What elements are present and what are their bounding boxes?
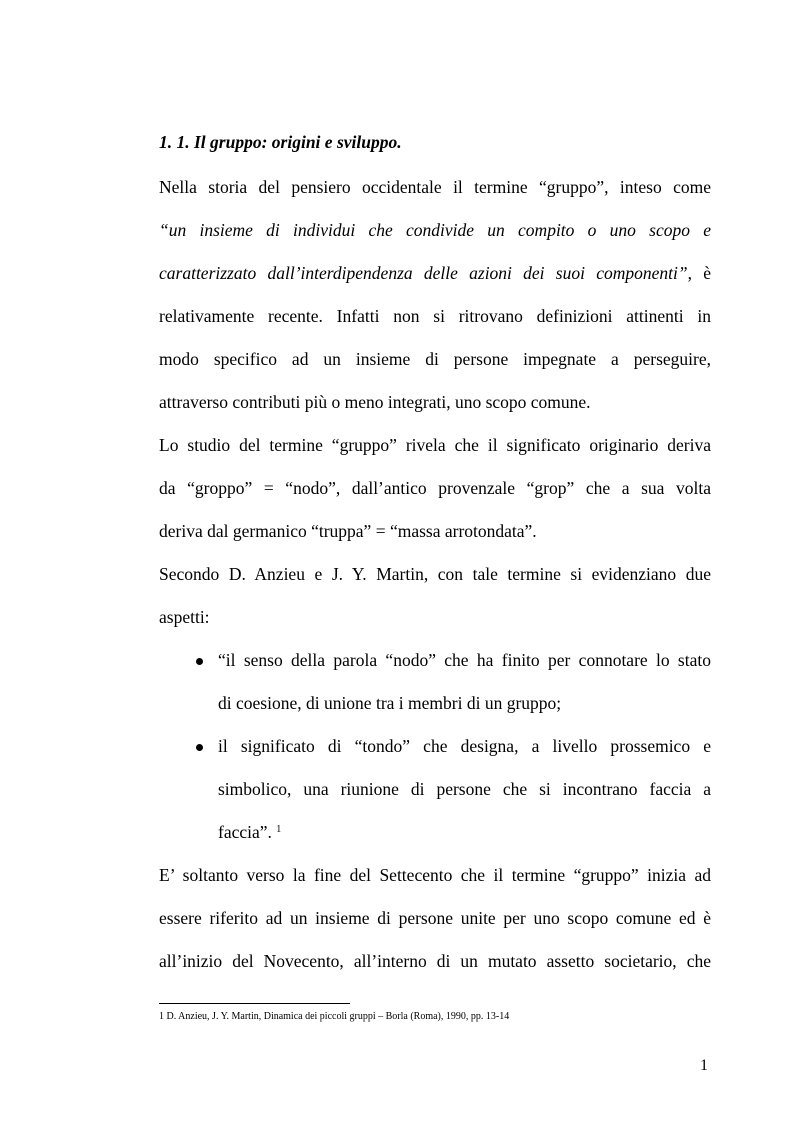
bullet-text: faccia”. [218, 822, 272, 842]
quoted-definition: caratterizzato dall’interdipendenza delle azioni dei suoi componenti” [159, 263, 688, 283]
bullet-line: “il senso della parola “nodo” che ha finito per connotare lo stato [218, 650, 711, 670]
paragraph-line: relativamente recente. Infatti non si ritrovano definizioni attinenti in [159, 306, 711, 326]
paragraph-line [159, 261, 711, 285]
footnote-separator [159, 1003, 350, 1004]
bullet-line: simbolico, una riunione di persone che si incontrano faccia a [218, 779, 711, 799]
paragraph-line: da “groppo” = “nodo”, dall’antico provenzale “grop” che a sua volta [159, 478, 711, 498]
bullet-line: di coesione, di unione tra i membri di un gruppo; [218, 693, 562, 713]
section-heading: 1. 1. Il gruppo: origini e sviluppo. [159, 132, 402, 152]
paragraph-text: , è [687, 263, 711, 283]
bullet-icon [196, 744, 203, 751]
paragraph-line: “un insieme di individui che condivide un compito o uno scopo e [159, 220, 711, 240]
bullet-icon [196, 658, 203, 665]
page-number: 1 [700, 1057, 708, 1074]
footnote-reference: 1 [276, 824, 282, 835]
paragraph-line: Secondo D. Anzieu e J. Y. Martin, con tale termine si evidenziano due [159, 564, 711, 584]
footnote: 1 D. Anzieu, J. Y. Martin, Dinamica dei piccoli gruppi – Borla (Roma), 1990, pp. 13-14 [159, 1011, 510, 1022]
paragraph-line: modo specifico ad un insieme di persone impegnate a perseguire, [159, 349, 711, 369]
paragraph-line: Nella storia del pensiero occidentale il termine “gruppo”, inteso come [159, 177, 711, 197]
paragraph-line: deriva dal germanico “truppa” = “massa arrotondata”. [159, 521, 537, 541]
paragraph-line: Lo studio del termine “gruppo” rivela che il significato originario deriva [159, 435, 711, 455]
paragraph-line: E’ soltanto verso la fine del Settecento che il termine “gruppo” inizia ad [159, 865, 711, 885]
bullet-line [218, 820, 711, 844]
bullet-line: il significato di “tondo” che designa, a livello prossemico e [218, 736, 711, 756]
paragraph-line: essere riferito ad un insieme di persone unite per uno scopo comune ed è [159, 908, 711, 928]
paragraph-line: attraverso contributi più o meno integrati, uno scopo comune. [159, 392, 591, 412]
paragraph-line: all’inizio del Novecento, all’interno di un mutato assetto societario, che [159, 951, 711, 971]
paragraph-line: aspetti: [159, 607, 210, 627]
